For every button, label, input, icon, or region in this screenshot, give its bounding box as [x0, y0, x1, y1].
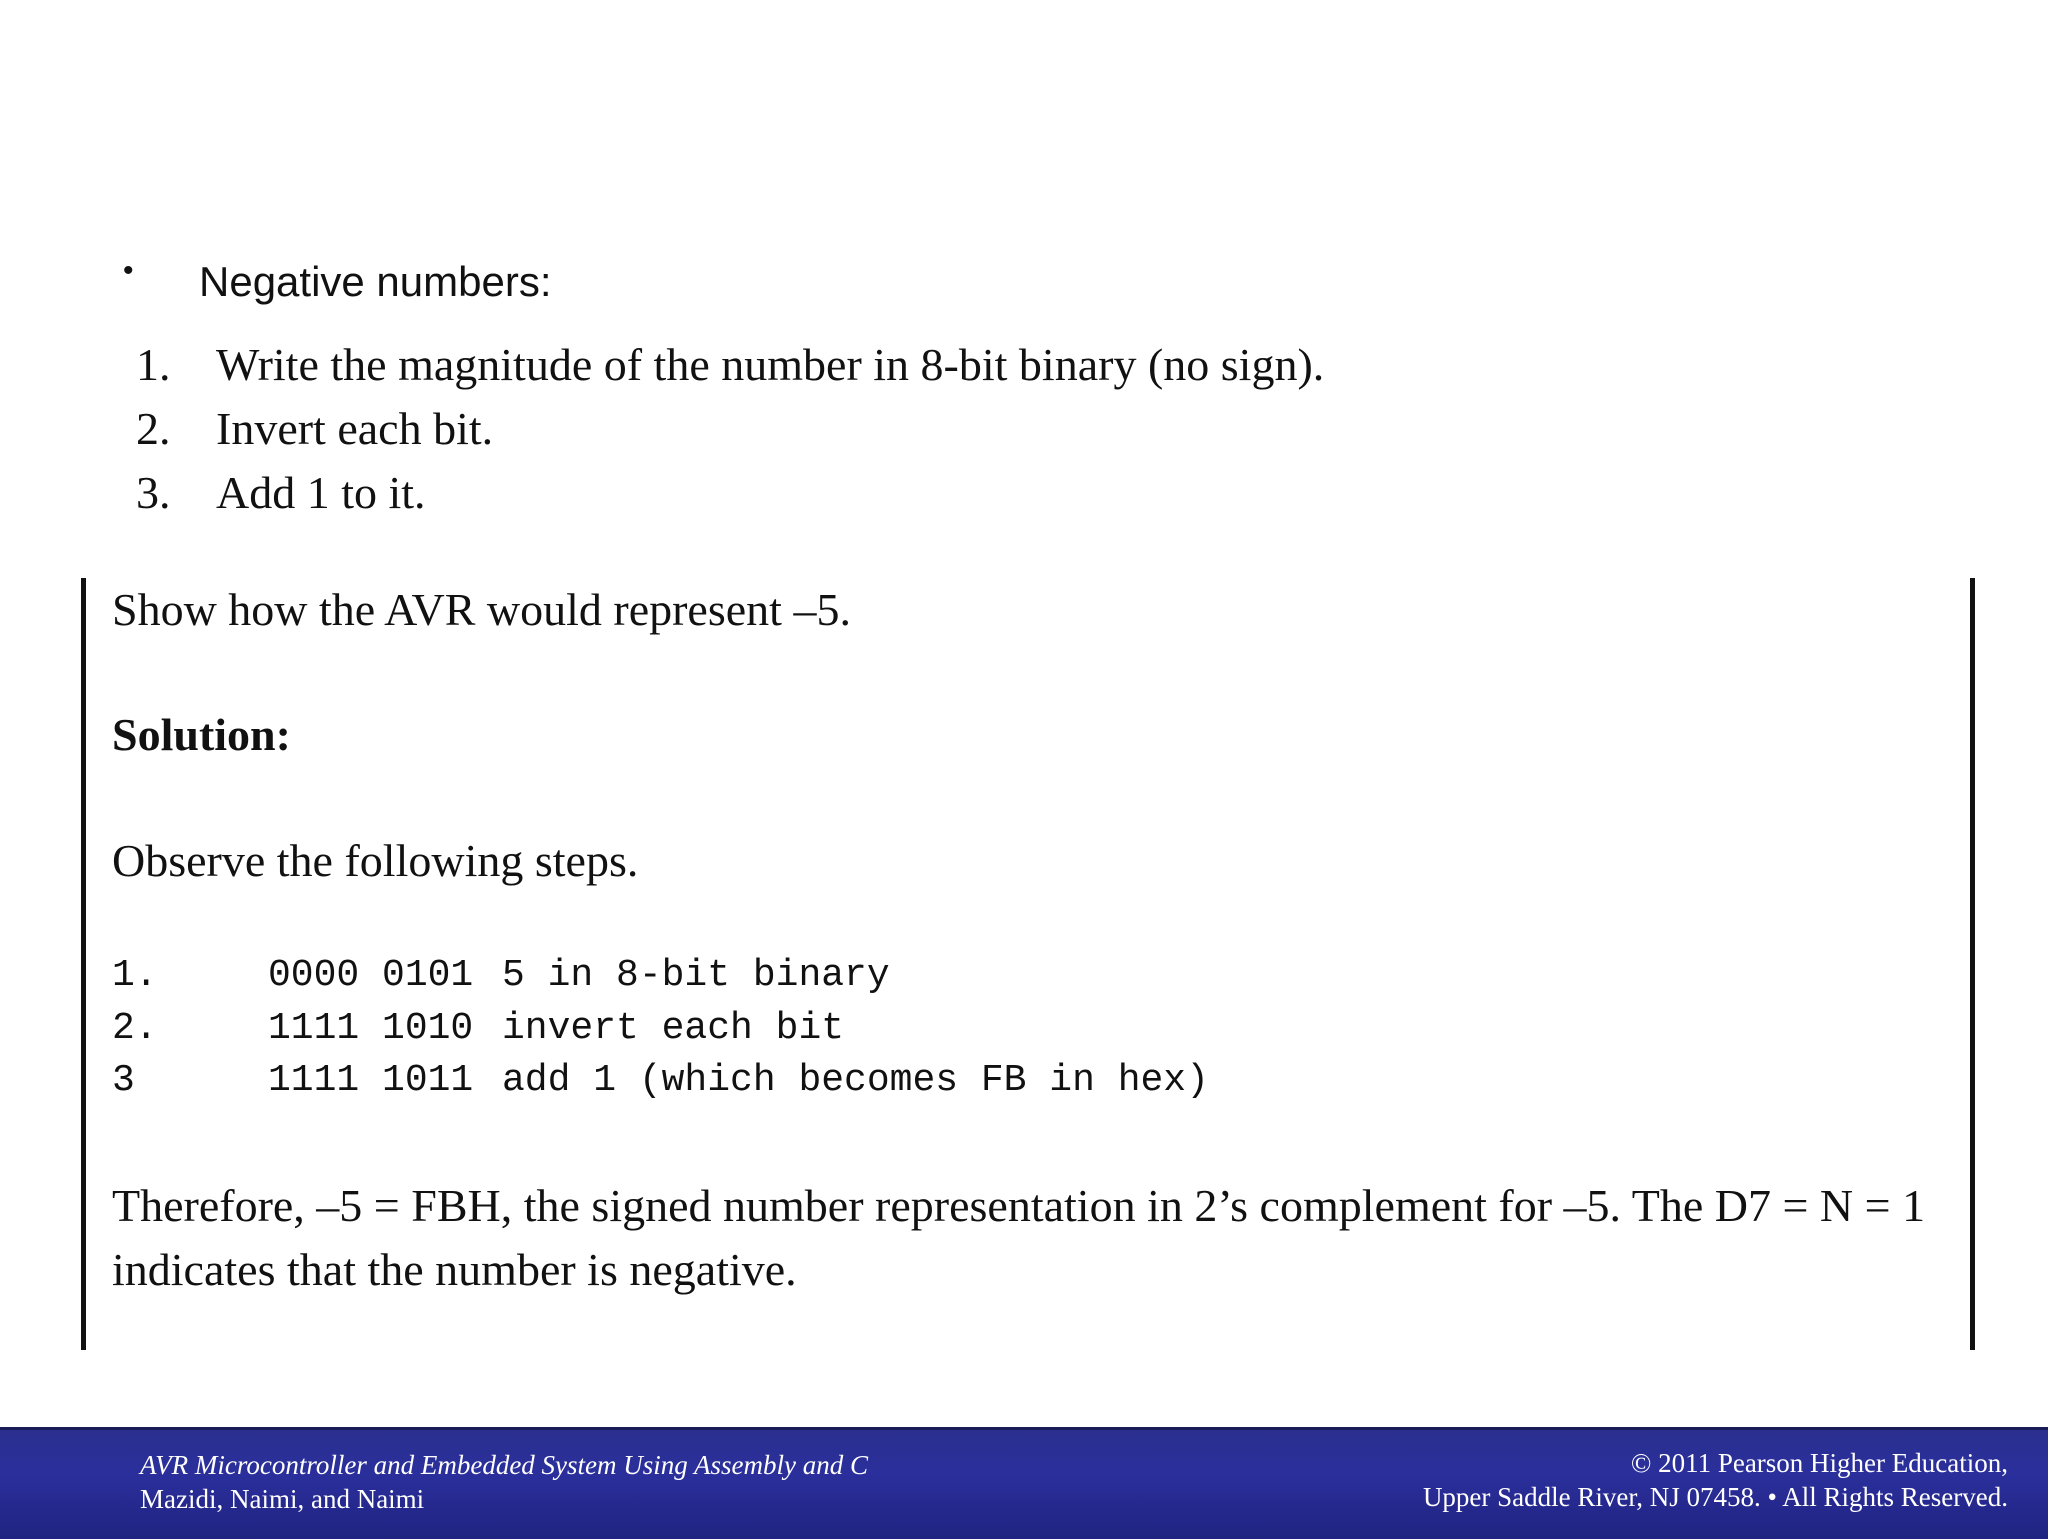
step-text: Invert each bit. [216, 403, 494, 454]
row-binary: 1111 1011 [268, 1059, 474, 1102]
conclusion-text: Therefore, –5 = FBH, the signed number representation in 2’s complement for –5. The D7 = N = 1 indicates that the number is negative. [112, 1180, 1926, 1295]
row-description: invert each bit [502, 1007, 845, 1050]
row-number: 3 [112, 1059, 135, 1102]
example-box [81, 578, 1975, 1350]
observe-text: Observe the following steps. [112, 835, 639, 886]
step-text: Add 1 to it. [216, 467, 426, 518]
copyright-line-1: © 2011 Pearson Higher Education, [1630, 1448, 2008, 1478]
row-binary: 0000 0101 [268, 954, 474, 997]
row-number: 2. [112, 1007, 158, 1050]
footer-right [1423, 1446, 2008, 1514]
row-description: 5 in 8-bit binary [502, 954, 890, 997]
footer-left [140, 1448, 868, 1516]
book-authors: Mazidi, Naimi, and Naimi [140, 1484, 425, 1514]
bullet-dot: • [123, 254, 134, 287]
step-number: 3. [136, 467, 171, 518]
row-description: add 1 (which becomes FB in hex) [502, 1059, 1209, 1102]
solution-label: Solution: [112, 709, 291, 760]
bullet-text: Negative numbers: [199, 258, 552, 305]
copyright-line-2: Upper Saddle River, NJ 07458. • All Rights Reserved. [1422, 1482, 2008, 1512]
book-title: AVR Microcontroller and Embedded System Using Assembly and C [140, 1450, 869, 1480]
row-number: 1. [112, 954, 158, 997]
step-number: 2. [136, 403, 171, 454]
step-number: 1. [136, 339, 171, 390]
example-question: Show how the AVR would represent –5. [112, 584, 851, 635]
row-binary: 1111 1010 [268, 1007, 474, 1050]
step-text: Write the magnitude of the number in 8-bit binary (no sign). [216, 339, 1325, 390]
footer-bar [0, 1427, 2048, 1539]
